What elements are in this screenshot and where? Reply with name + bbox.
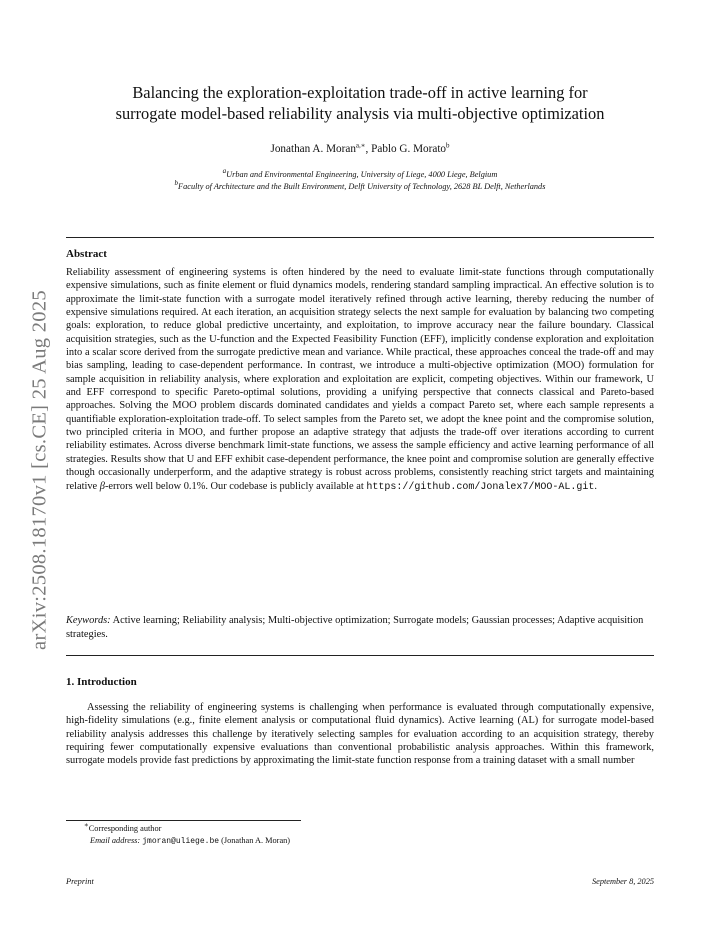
footnote-mark: ∗ [84,821,89,830]
footnote-rule [66,820,301,821]
affiliation-a-text: Urban and Environmental Engineering, University of Liege, 4000 Liege, Belgium [226,170,498,179]
keywords-label: Keywords: [66,615,111,626]
abstract-heading: Abstract [66,248,107,260]
affiliation-b [66,181,654,193]
affiliation-a [66,169,654,181]
arxiv-stamp [20,260,60,680]
email-address[interactable]: jmoran@uliege.be [142,837,220,846]
author-1: Jonathan A. Moran [270,143,356,155]
email-label: Email address: [90,836,141,845]
author-list [66,143,654,155]
beta-symbol: β [99,480,105,492]
title-line-2: surrogate model-based reliability analysis via multi-objective optimization [115,104,605,123]
footnote-corresponding-text: Corresponding author [88,824,162,833]
author-2: Pablo G. Morato [371,143,447,155]
author-separator: , [365,143,372,155]
footnotes [66,823,290,848]
abstract-text-part1: Reliability assessment of engineering systems is often hindered by the need to evaluate limit-state functions through computationally expensive simulations, such as finite element or fluid dynamics models, rendering standard sampling impractical. An effective solution is to approximate the limit-state function with a surrogate model iteratively refined through active learning, thereby reducing the number of expensive simulations required. At each iteration, an acquisition strategy selects the next sample for evaluation by balancing two competing goals: exploration, to reduce global predictive uncertainty, and exploitation, to improve accuracy near the failure boundary. Classical acquisition strategies, such as the U-function and the Expected Feasibility Function (EFF), implicitly condense exploration and exploitation into a scalar score derived from the surrogate predictive mean and variance. While practical, these approaches conceal the trade-off and may bias sampling, leading to case-dependent performance. In contrast, we introduce a multi-objective optimization (MOO) formulation for sample acquisition in reliability analysis, where exploration and exploitation are explicit, competing objectives. Within our framework, U and EFF correspond to specific Pareto-optimal solutions, providing a unifying perspective that connects classical and Pareto-based approaches. Solving the MOO problem discards dominated candidates and yields a compact Pareto set, where each sample represents a quantifiable exploration-exploitation trade-off. To select samples from the Pareto set, we adopt the knee point and the compromise solution, two principled criteria in MOO, and further propose an adaptive strategy that adjusts the trade-off over iterations according to current reliability estimates. Across diverse benchmark limit-state functions, we assess the sample efficiency and active learning performance of all strategies. Results show that U and EFF exhibit case-dependent performance, the knee point and compromise solution are generally effective though occasionally underperform, and the adaptive strategy is robust across problems, consistently reaching strict targets and maintaining relative [66,267,654,492]
abstract-bottom-rule [66,655,654,656]
code-url-link[interactable]: https://github.com/Jonalex7/MOO-AL.git [366,481,595,493]
keywords [66,614,654,641]
arxiv-identifier: arXiv:2508.18170v1 [cs.CE] 25 Aug 2025 [28,290,51,650]
affiliation-a-mark: a [222,167,227,176]
footer-date: September 8, 2025 [592,877,654,886]
abstract-body [66,266,654,494]
footnote-corresponding [66,823,290,835]
page-footer [66,877,654,886]
footer-preprint: Preprint [66,877,94,886]
abstract-top-rule [66,237,654,238]
keywords-text: Active learning; Reliability analysis; Multi-objective optimization; Surrogate models; Gaussian processes; Adaptive acquisition strategies. [66,615,644,640]
affiliation-b-text: Faculty of Architecture and the Built Environment, Delft University of Technology, 2628 BL Delft, Netherlands [178,182,546,191]
email-owner: (Jonathan A. Moran) [219,836,291,845]
introduction-paragraph: Assessing the reliability of engineering systems is challenging when performance is evaluated through computationally expensive, high-fidelity simulations (e.g., finite element analysis or computational fluid dynamics). Active learning (AL) for surrogate model-based reliability analysis addresses this challenge by iteratively selecting samples for evaluation according to an acquisition strategy, thereby requiring fewer computationally expensive evaluations than conventional probabilistic analysis approaches. Within this framework, surrogate models provide fast predictions by approximating the limit-state function response from a training dataset with a small number [66,702,654,767]
paper-title [66,82,654,124]
author-2-marks: b [446,141,450,150]
author-1-marks: a,∗ [355,141,366,150]
footnote-email [66,835,290,848]
affiliations [66,169,654,193]
title-line-1: Balancing the exploration-exploitation trade-off in active learning for [132,83,588,102]
affiliation-b-mark: b [174,179,179,188]
abstract-end: . [594,480,598,492]
section-heading-introduction: 1. Introduction [66,676,137,688]
abstract-text-part2: -errors well below 0.1%. Our codebase is publicly available at [104,480,367,492]
